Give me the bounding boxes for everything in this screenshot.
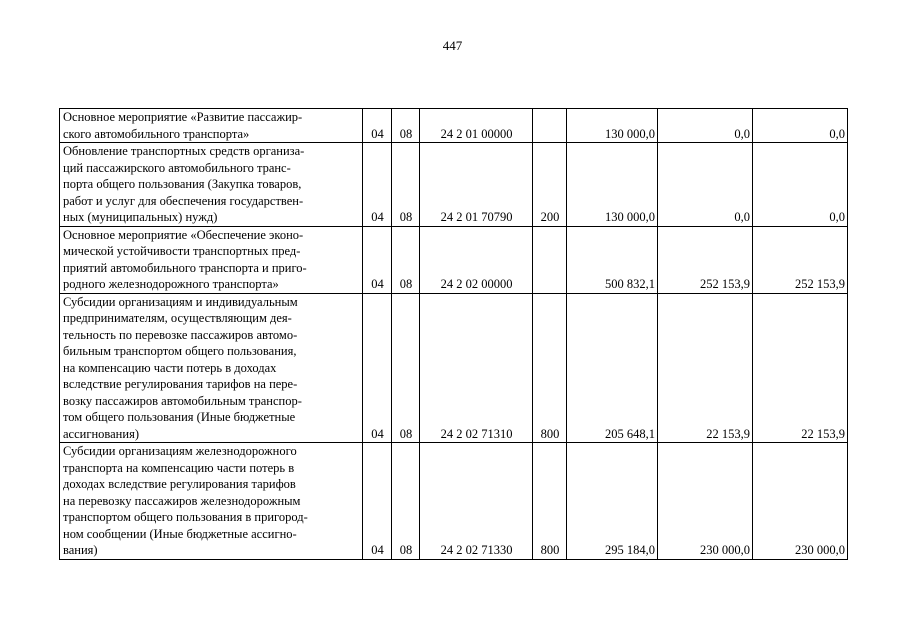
item-name-line: приятий автомобильного транспорта и приго- bbox=[63, 260, 307, 275]
item-name-line: транспортом общего пользования в пригород- bbox=[63, 510, 308, 524]
item-name-line: доходах вследствие регулирования тарифов bbox=[63, 477, 296, 491]
item-name-line: ций пассажирского автомобильного транс- bbox=[63, 160, 291, 175]
target-article-cell: 24 2 02 71310 bbox=[420, 293, 533, 443]
item-name-line: Субсидии организациям железнодорожного bbox=[63, 444, 297, 458]
amount-year3-cell: 230 000,0 bbox=[753, 443, 848, 560]
item-name-line: вследствие регулирования тарифов на пере- bbox=[63, 377, 298, 391]
amount-year3-cell: 252 153,9 bbox=[753, 226, 848, 293]
amount-year1-cell: 130 000,0 bbox=[567, 109, 658, 143]
amount-year3-cell: 22 153,9 bbox=[753, 293, 848, 443]
target-article-cell: 24 2 01 70790 bbox=[420, 143, 533, 227]
item-name-line: ассигнования) bbox=[63, 426, 139, 441]
amount-year1-cell: 500 832,1 bbox=[567, 226, 658, 293]
amount-year1-cell: 130 000,0 bbox=[567, 143, 658, 227]
amount-year2-cell: 252 153,9 bbox=[658, 226, 753, 293]
item-name-line: мической устойчивости транспортных пред- bbox=[63, 244, 301, 258]
table-row bbox=[60, 293, 848, 443]
item-name-cell bbox=[60, 293, 363, 443]
amount-year3-cell: 0,0 bbox=[753, 143, 848, 227]
item-name-cell bbox=[60, 109, 363, 143]
item-name-line: родного железнодорожного транспорта» bbox=[63, 277, 279, 291]
amount-year1-cell: 205 648,1 bbox=[567, 293, 658, 443]
item-name-cell bbox=[60, 443, 363, 560]
subsection-code-cell: 08 bbox=[392, 109, 420, 143]
expense-type-cell bbox=[533, 109, 567, 143]
item-name-line: порта общего пользования (Закупка товаров, bbox=[63, 177, 302, 191]
amount-year2-cell: 0,0 bbox=[658, 143, 753, 227]
section-code-cell: 04 bbox=[363, 143, 392, 227]
item-name-line: транспорта на компенсацию части потерь в bbox=[63, 460, 295, 475]
item-name-line: ном сообщении (Иные бюджетные ассигно- bbox=[63, 526, 297, 541]
item-name-line: возку пассажиров автомобильным транспор- bbox=[63, 393, 302, 408]
budget-table bbox=[59, 108, 848, 560]
subsection-code-cell: 08 bbox=[392, 443, 420, 560]
item-name-line: Обновление транспортных средств организа- bbox=[63, 144, 305, 158]
target-article-cell: 24 2 02 00000 bbox=[420, 226, 533, 293]
table-row bbox=[60, 443, 848, 560]
item-name-line: бильным транспортом общего пользования, bbox=[63, 344, 297, 358]
amount-year2-cell: 22 153,9 bbox=[658, 293, 753, 443]
item-name-line: вания) bbox=[63, 543, 98, 557]
item-name-line: ных (муниципальных) нужд) bbox=[63, 210, 218, 224]
amount-year2-cell: 230 000,0 bbox=[658, 443, 753, 560]
item-name-line: предпринимателям, осуществляющим дея- bbox=[63, 311, 292, 325]
target-article-cell: 24 2 02 71330 bbox=[420, 443, 533, 560]
item-name-line: ского автомобильного транспорта» bbox=[63, 126, 250, 141]
amount-year1-cell: 295 184,0 bbox=[567, 443, 658, 560]
section-code-cell: 04 bbox=[363, 226, 392, 293]
expense-type-cell: 200 bbox=[533, 143, 567, 227]
item-name-line: Основное мероприятие «Развитие пассажир- bbox=[63, 110, 303, 124]
section-code-cell: 04 bbox=[363, 109, 392, 143]
table-row bbox=[60, 109, 848, 143]
item-name-line: на перевозку пассажиров железнодорожным bbox=[63, 493, 301, 508]
section-code-cell: 04 bbox=[363, 293, 392, 443]
expense-type-cell: 800 bbox=[533, 443, 567, 560]
subsection-code-cell: 08 bbox=[392, 143, 420, 227]
item-name-line: работ и услуг для обеспечения государствен- bbox=[63, 193, 304, 208]
item-name-line: тельность по перевозке пассажиров автомо- bbox=[63, 327, 298, 342]
item-name-cell bbox=[60, 143, 363, 227]
item-name-line: Субсидии организациям и индивидуальным bbox=[63, 294, 298, 309]
subsection-code-cell: 08 bbox=[392, 293, 420, 443]
table-row bbox=[60, 226, 848, 293]
item-name-line: на компенсацию части потерь в доходах bbox=[63, 360, 277, 375]
subsection-code-cell: 08 bbox=[392, 226, 420, 293]
expense-type-cell: 800 bbox=[533, 293, 567, 443]
item-name-line: Основное мероприятие «Обеспечение эконо- bbox=[63, 227, 304, 242]
amount-year3-cell: 0,0 bbox=[753, 109, 848, 143]
page-number: 447 bbox=[442, 38, 463, 53]
item-name-line: том общего пользования (Иные бюджетные bbox=[63, 410, 296, 424]
target-article-cell: 24 2 01 00000 bbox=[420, 109, 533, 143]
amount-year2-cell: 0,0 bbox=[658, 109, 753, 143]
expense-type-cell bbox=[533, 226, 567, 293]
item-name-cell bbox=[60, 226, 363, 293]
section-code-cell: 04 bbox=[363, 443, 392, 560]
table-row bbox=[60, 143, 848, 227]
